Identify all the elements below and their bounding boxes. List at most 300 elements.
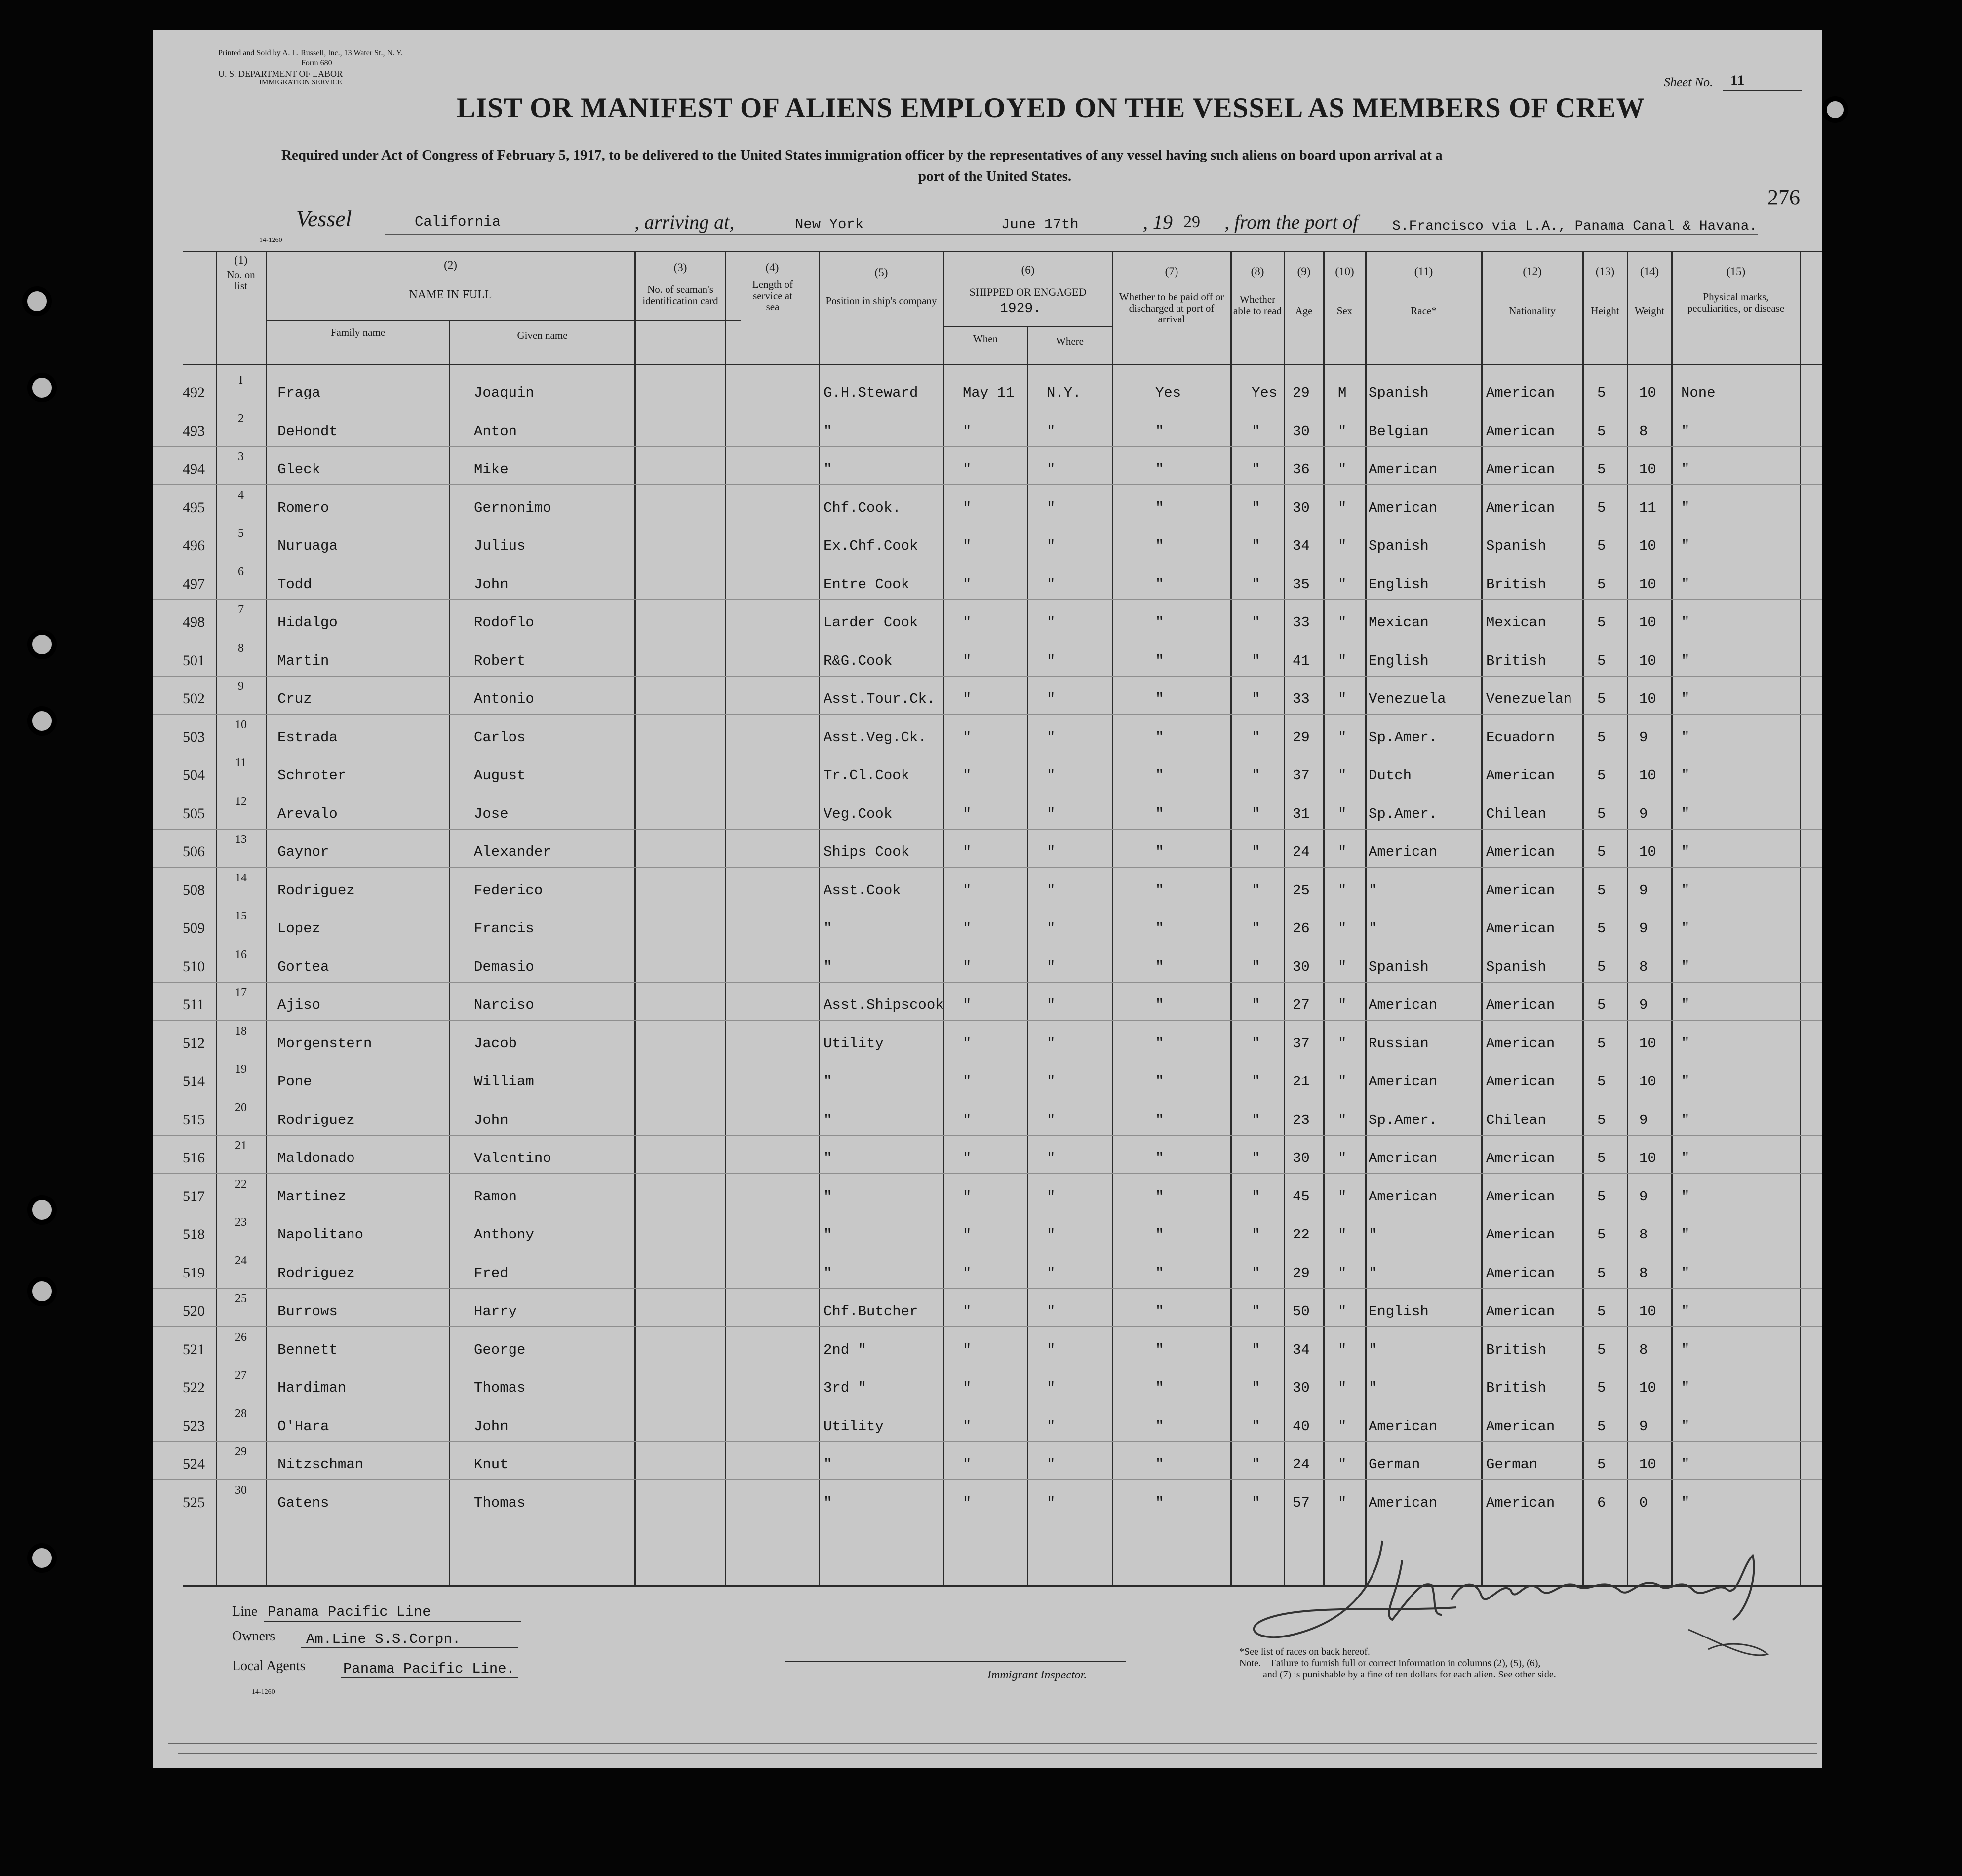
given-name: John: [474, 1418, 509, 1435]
col-3-number: (3): [673, 261, 687, 274]
physical-marks: ": [1681, 1341, 1690, 1358]
position: Ships Cook: [824, 844, 910, 860]
sheet-number-rule: [1723, 90, 1802, 91]
shipped-where: ": [1047, 1150, 1056, 1166]
sex: ": [1338, 652, 1347, 669]
col-2-family-header: Family name: [330, 326, 386, 338]
height: 5: [1597, 920, 1606, 937]
list-number: 12: [235, 795, 247, 808]
family-name: Gatens: [277, 1494, 329, 1511]
able-to-read: ": [1252, 1035, 1260, 1052]
agents-value: Panama Pacific Line.: [343, 1661, 515, 1677]
sex: ": [1338, 1188, 1347, 1205]
shipped-when: ": [963, 1074, 972, 1090]
given-name: Ramon: [474, 1188, 517, 1205]
shipped-where: ": [1047, 1112, 1056, 1128]
weight: 9: [1639, 805, 1648, 822]
penalty-note-1: Note.—Failure to furnish full or correct information in columns (2), (5), (6),: [1239, 1658, 1541, 1669]
serial-number: 492: [183, 384, 205, 400]
row-rule: [153, 1288, 1822, 1289]
form-code-top: 14-1260: [259, 237, 282, 244]
race: American: [1369, 461, 1438, 478]
height: 5: [1597, 997, 1606, 1013]
list-number: 18: [235, 1024, 247, 1038]
col-15-header: Physical marks, peculiarities, or disease: [1687, 291, 1785, 314]
list-number: 16: [235, 948, 247, 961]
shipped-where: ": [1047, 691, 1056, 707]
family-name: Cruz: [277, 691, 312, 707]
shipped-where: ": [1047, 1074, 1056, 1090]
shipped-where: ": [1047, 1265, 1056, 1281]
sex: ": [1338, 1112, 1347, 1128]
shipped-when: ": [963, 1112, 972, 1128]
shipped-when: ": [963, 499, 972, 516]
row-rule: [153, 599, 1822, 600]
sex: ": [1338, 1265, 1347, 1281]
family-name: Rodriguez: [277, 882, 355, 899]
weight: 9: [1639, 920, 1648, 937]
family-name: Gleck: [277, 461, 321, 478]
height: 5: [1597, 691, 1606, 707]
weight: 10: [1639, 1456, 1656, 1473]
list-number: 20: [235, 1101, 247, 1114]
weight: 10: [1639, 538, 1656, 554]
binder-hole-8: [1822, 96, 1848, 123]
age: 41: [1293, 652, 1310, 669]
col-line-13: [1582, 251, 1584, 1585]
family-name: Todd: [277, 576, 312, 593]
serial-number: 494: [183, 461, 205, 477]
age: 30: [1293, 423, 1310, 439]
col-3-header: No. of seaman's identification card: [642, 283, 718, 307]
nationality: Chilean: [1486, 805, 1546, 822]
family-name: Schroter: [277, 767, 347, 784]
family-name: Gortea: [277, 958, 329, 975]
age: 30: [1293, 1380, 1310, 1396]
family-name: Burrows: [277, 1303, 338, 1319]
col-line-5: [819, 251, 820, 1585]
race: American: [1369, 844, 1438, 860]
col-13-header: Height: [1591, 305, 1619, 317]
sex: ": [1338, 1494, 1347, 1511]
subtitle-line-2: port of the United States.: [918, 168, 1072, 184]
height: 5: [1597, 882, 1606, 899]
name-subheader-rule: [267, 320, 741, 321]
row-rule: [153, 1020, 1822, 1021]
list-number: 28: [235, 1407, 247, 1420]
physical-marks: ": [1681, 538, 1690, 554]
sex: ": [1338, 997, 1347, 1013]
able-to-read: ": [1252, 691, 1260, 707]
weight: 10: [1639, 1150, 1656, 1166]
able-to-read: Yes: [1252, 385, 1278, 401]
race: Spanish: [1369, 385, 1429, 401]
binder-hole-3: [27, 630, 57, 659]
paid-off: ": [1155, 1112, 1164, 1128]
given-name: Valentino: [474, 1150, 551, 1166]
list-number: 26: [235, 1330, 247, 1344]
col-line-3: [634, 251, 636, 1585]
race: American: [1369, 1494, 1438, 1511]
race: Spanish: [1369, 958, 1429, 975]
sex: ": [1338, 1303, 1347, 1319]
height: 5: [1597, 1303, 1606, 1319]
owners-value: Am.Line S.S.Corpn.: [306, 1631, 461, 1647]
serial-number: 519: [183, 1264, 205, 1281]
paid-off: ": [1155, 1341, 1164, 1358]
weight: 8: [1639, 423, 1648, 439]
shipped-where: ": [1047, 920, 1056, 937]
height: 5: [1597, 1380, 1606, 1396]
given-name: Julius: [474, 538, 526, 554]
given-name: Thomas: [474, 1494, 526, 1511]
weight: 10: [1639, 691, 1656, 707]
nationality: American: [1486, 461, 1555, 478]
given-name: August: [474, 767, 526, 784]
binder-hole-4: [27, 706, 57, 736]
height: 5: [1597, 614, 1606, 631]
given-name: Alexander: [474, 844, 551, 860]
col-10-header: Sex: [1336, 305, 1353, 317]
height: 5: [1597, 1456, 1606, 1473]
age: 36: [1293, 461, 1310, 478]
weight: 8: [1639, 1227, 1648, 1243]
position: Tr.Cl.Cook: [824, 767, 910, 784]
able-to-read: ": [1252, 1188, 1260, 1205]
paid-off: ": [1155, 1265, 1164, 1281]
paid-off: ": [1155, 882, 1164, 899]
paid-off: ": [1155, 1418, 1164, 1435]
physical-marks: ": [1681, 882, 1690, 899]
col-4-header: Length of service at sea: [752, 279, 793, 313]
document-title: LIST OR MANIFEST OF ALIENS EMPLOYED ON THE VESSEL AS MEMBERS OF CREW: [457, 92, 1645, 123]
race: American: [1369, 1418, 1438, 1435]
row-rule: [153, 982, 1822, 983]
age: 24: [1293, 1456, 1310, 1473]
family-name: O'Hara: [277, 1418, 329, 1435]
shipped-where: ": [1047, 423, 1056, 439]
sex: ": [1338, 1418, 1347, 1435]
col-6-where-header: Where: [1056, 335, 1084, 347]
physical-marks: ": [1681, 1035, 1690, 1052]
able-to-read: ": [1252, 729, 1260, 746]
able-to-read: ": [1252, 1074, 1260, 1090]
family-name: Pone: [277, 1074, 312, 1090]
col-line-9: [1284, 251, 1285, 1585]
list-number: 4: [238, 488, 244, 502]
nationality: American: [1486, 1150, 1555, 1166]
sex: ": [1338, 920, 1347, 937]
able-to-read: ": [1252, 1341, 1260, 1358]
position: ": [824, 1456, 832, 1473]
list-number: 29: [235, 1445, 247, 1458]
vessel-name: California: [415, 214, 501, 230]
age: 22: [1293, 1227, 1310, 1243]
nationality: Spanish: [1486, 538, 1546, 554]
col-15-number: (15): [1726, 265, 1746, 278]
race: ": [1369, 1380, 1377, 1396]
shipped-where: ": [1047, 614, 1056, 631]
physical-marks: ": [1681, 1227, 1690, 1243]
sex: ": [1338, 1341, 1347, 1358]
physical-marks: ": [1681, 1112, 1690, 1128]
shipped-when: ": [963, 576, 972, 593]
position: Asst.Tour.Ck.: [824, 691, 936, 707]
able-to-read: ": [1252, 614, 1260, 631]
given-name: Knut: [474, 1456, 509, 1473]
shipped-where: ": [1047, 844, 1056, 860]
race: Sp.Amer.: [1369, 1112, 1438, 1128]
able-to-read: ": [1252, 844, 1260, 860]
race: American: [1369, 997, 1438, 1013]
family-name: Ajiso: [277, 997, 321, 1013]
nationality: American: [1486, 1074, 1555, 1090]
col-6-when-header: When: [973, 333, 998, 345]
height: 5: [1597, 576, 1606, 593]
row-rule: [153, 676, 1822, 677]
height: 5: [1597, 1418, 1606, 1435]
given-name: Federico: [474, 882, 543, 899]
nationality: Spanish: [1486, 958, 1546, 975]
family-name: Napolitano: [277, 1227, 364, 1243]
vessel-label: Vessel: [296, 206, 352, 231]
family-name: Hardiman: [277, 1380, 347, 1396]
family-name: Morgenstern: [277, 1035, 372, 1052]
nationality: British: [1486, 1341, 1546, 1358]
able-to-read: ": [1252, 576, 1260, 593]
physical-marks: ": [1681, 1265, 1690, 1281]
manifest-sheet: [153, 30, 1822, 1768]
shipped-when: ": [963, 1341, 972, 1358]
race: German: [1369, 1456, 1420, 1473]
nationality: American: [1486, 920, 1555, 937]
race: ": [1369, 1341, 1377, 1358]
shipped-where: ": [1047, 997, 1056, 1013]
col-2-given-header: Given name: [517, 329, 568, 341]
age: 37: [1293, 767, 1310, 784]
weight: 9: [1639, 729, 1648, 746]
height: 5: [1597, 1227, 1606, 1243]
col-1-header: No. on list: [227, 269, 255, 292]
serial-number: 524: [183, 1456, 205, 1472]
nationality: German: [1486, 1456, 1538, 1473]
paid-off: ": [1155, 1227, 1164, 1243]
line-value: Panama Pacific Line: [268, 1604, 431, 1620]
given-name: John: [474, 576, 509, 593]
list-number: 22: [235, 1177, 247, 1191]
nationality: British: [1486, 576, 1546, 593]
shipped-where: ": [1047, 1494, 1056, 1511]
shipped-where: ": [1047, 538, 1056, 554]
sex: ": [1338, 576, 1347, 593]
race: Dutch: [1369, 767, 1412, 784]
race: English: [1369, 1303, 1429, 1319]
list-number: 2: [238, 412, 244, 425]
family-name: Estrada: [277, 729, 338, 746]
nationality: American: [1486, 882, 1555, 899]
col-line-14: [1627, 251, 1628, 1585]
shipped-when: ": [963, 691, 972, 707]
height: 5: [1597, 805, 1606, 822]
col-6-number: (6): [1021, 264, 1035, 276]
sex: ": [1338, 1227, 1347, 1243]
nationality: American: [1486, 844, 1555, 860]
nationality: British: [1486, 1380, 1546, 1396]
race: Spanish: [1369, 538, 1429, 554]
shipped-where: ": [1047, 1380, 1056, 1396]
age: 57: [1293, 1494, 1310, 1511]
shipped-when: ": [963, 614, 972, 631]
year-prefix: , 19: [1143, 211, 1173, 233]
shipped-when: ": [963, 1494, 972, 1511]
nationality: American: [1486, 1418, 1555, 1435]
subtitle-line-1: Required under Act of Congress of February 5, 1917, to be delivered to the United States immigration officer by the representatives of any vessel having such aliens on board upon arrival at a: [281, 147, 1443, 163]
age: 30: [1293, 958, 1310, 975]
family-name: Martin: [277, 652, 329, 669]
position: Entre Cook: [824, 576, 910, 593]
position: ": [824, 1074, 832, 1090]
physical-marks: ": [1681, 1456, 1690, 1473]
able-to-read: ": [1252, 1494, 1260, 1511]
list-number: 23: [235, 1216, 247, 1229]
binder-hole-5: [27, 1195, 57, 1225]
penalty-note-2: and (7) is punishable by a fine of ten dollars for each alien. See other side.: [1263, 1669, 1556, 1680]
shipped-where: ": [1047, 882, 1056, 899]
shipped-where: ": [1047, 461, 1056, 478]
sheet-number-label: Sheet No.: [1664, 75, 1713, 89]
weight: 10: [1639, 576, 1656, 593]
col-line-12: [1481, 251, 1483, 1585]
physical-marks: ": [1681, 614, 1690, 631]
list-number: 5: [238, 527, 244, 540]
able-to-read: ": [1252, 958, 1260, 975]
age: 23: [1293, 1112, 1310, 1128]
list-number: 19: [235, 1063, 247, 1076]
paid-off: ": [1155, 1150, 1164, 1166]
col-5-number: (5): [874, 266, 888, 279]
serial-number: 514: [183, 1073, 205, 1089]
shipped-when: ": [963, 1265, 972, 1281]
col-12-header: Nationality: [1509, 305, 1556, 317]
race: Belgian: [1369, 423, 1429, 439]
row-rule: [153, 829, 1822, 830]
physical-marks: ": [1681, 920, 1690, 937]
race: American: [1369, 1188, 1438, 1205]
list-number: 3: [238, 450, 244, 463]
family-name: Arevalo: [277, 805, 338, 822]
weight: 10: [1639, 1035, 1656, 1052]
sex: ": [1338, 767, 1347, 784]
col-7-header: Whether to be paid off or discharged at port of arrival: [1119, 291, 1224, 325]
serial-number: 497: [183, 575, 205, 592]
position: ": [824, 958, 832, 975]
paid-off: ": [1155, 958, 1164, 975]
paid-off: ": [1155, 538, 1164, 554]
col-7-number: (7): [1165, 265, 1178, 278]
given-name: Demasio: [474, 958, 534, 975]
binder-hole-7: [27, 1543, 57, 1573]
position: ": [824, 1112, 832, 1128]
nationality: Venezuelan: [1486, 691, 1572, 707]
physical-marks: ": [1681, 423, 1690, 439]
list-number: 14: [235, 871, 247, 884]
weight: 9: [1639, 997, 1648, 1013]
given-name: Jose: [474, 805, 509, 822]
given-name: Gernonimo: [474, 499, 551, 516]
serial-number: 496: [183, 537, 205, 554]
arriving-label: , arriving at,: [634, 211, 735, 233]
given-name: William: [474, 1074, 534, 1090]
paid-off: ": [1155, 1456, 1164, 1473]
col-line-10: [1323, 251, 1325, 1585]
serial-number: 501: [183, 652, 205, 669]
col-8-number: (8): [1251, 265, 1264, 278]
able-to-read: ": [1252, 882, 1260, 899]
weight: 10: [1639, 767, 1656, 784]
serial-number: 508: [183, 881, 205, 898]
height: 5: [1597, 729, 1606, 746]
row-rule: [153, 1173, 1822, 1174]
given-name: Robert: [474, 652, 526, 669]
position: 3rd ": [824, 1380, 867, 1396]
page-number: 276: [1767, 185, 1800, 209]
race: Russian: [1369, 1035, 1429, 1052]
age: 37: [1293, 1035, 1310, 1052]
serial-number: 516: [183, 1150, 205, 1166]
shipped-when: ": [963, 1150, 972, 1166]
shipped-where: ": [1047, 576, 1056, 593]
weight: 10: [1639, 1380, 1656, 1396]
shipped-when: ": [963, 1188, 972, 1205]
weight: 8: [1639, 1265, 1648, 1281]
col-6-header: SHIPPED OR ENGAGED: [969, 286, 1087, 298]
nationality: American: [1486, 1265, 1555, 1281]
able-to-read: ": [1252, 1265, 1260, 1281]
position: ": [824, 1494, 832, 1511]
shipped-when: ": [963, 1380, 972, 1396]
height: 5: [1597, 767, 1606, 784]
sheet-bottom-edge-2: [178, 1753, 1817, 1754]
able-to-read: ": [1252, 1150, 1260, 1166]
position: Chf.Butcher: [824, 1303, 918, 1319]
sex: ": [1338, 614, 1347, 631]
paid-off: ": [1155, 1380, 1164, 1396]
col-6-year: 1929.: [1000, 301, 1042, 317]
able-to-read: ": [1252, 997, 1260, 1013]
family-name: Nuruaga: [277, 538, 338, 554]
paid-off: ": [1155, 652, 1164, 669]
list-number: 17: [235, 986, 247, 999]
height: 5: [1597, 1150, 1606, 1166]
weight: 11: [1639, 499, 1656, 516]
nationality: American: [1486, 385, 1555, 401]
race: Mexican: [1369, 614, 1429, 631]
row-rule: [153, 1441, 1822, 1442]
height: 5: [1597, 652, 1606, 669]
weight: 10: [1639, 1303, 1656, 1319]
nationality: American: [1486, 1227, 1555, 1243]
position: ": [824, 1265, 832, 1281]
nationality: American: [1486, 997, 1555, 1013]
owners-rule: [301, 1647, 518, 1648]
weight: 8: [1639, 1341, 1648, 1358]
race: American: [1369, 499, 1438, 516]
race: English: [1369, 652, 1429, 669]
col-line-15: [1671, 251, 1673, 1585]
sex: ": [1338, 691, 1347, 707]
given-name: Mike: [474, 461, 509, 478]
weight: 9: [1639, 1112, 1648, 1128]
